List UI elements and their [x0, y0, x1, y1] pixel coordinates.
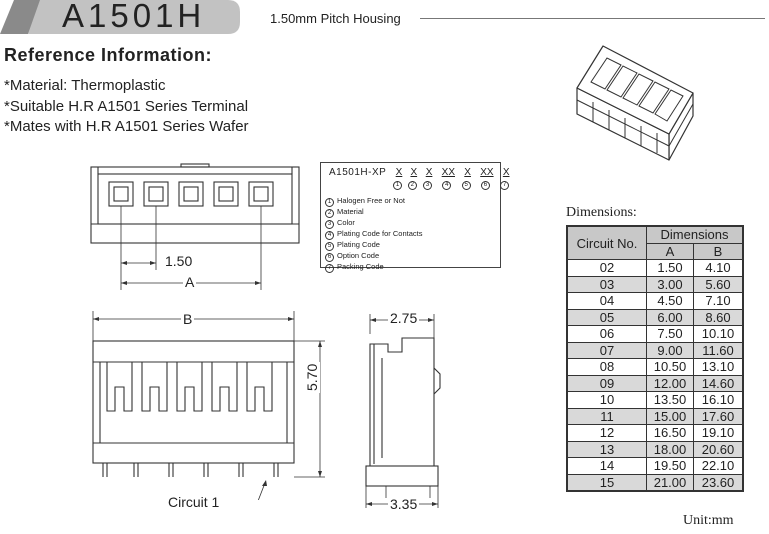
table-row	[567, 326, 743, 343]
table-cell-b: 19.10	[694, 425, 744, 442]
table-cell-circuit: 06	[567, 326, 647, 343]
ordering-code-slots	[393, 167, 513, 178]
legend-item	[325, 251, 422, 262]
code-slot: X	[464, 167, 471, 178]
dimensions-table	[566, 225, 744, 492]
table-cell-a: 19.50	[647, 458, 694, 475]
legend-item	[325, 229, 422, 240]
circuit-header: Circuit No.	[567, 226, 647, 260]
slot-number: 5	[462, 181, 471, 190]
ordering-code-slot-numbers	[393, 178, 513, 190]
part-number: A1501H	[62, 0, 206, 34]
table-row	[567, 260, 743, 277]
table-row	[567, 342, 743, 359]
front-view-drawing	[85, 305, 335, 500]
slot-number: 7	[500, 181, 509, 190]
depth-bottom-label: 3.35	[390, 496, 418, 512]
dimensions-table-body	[567, 260, 743, 492]
slot-number: 2	[408, 181, 417, 190]
table-cell-a: 15.00	[647, 408, 694, 425]
legend-text: Material	[337, 207, 364, 216]
table-row	[567, 458, 743, 475]
table-cell-circuit: 04	[567, 293, 647, 310]
reference-item: *Suitable H.R A1501 Series Terminal	[4, 97, 249, 115]
legend-text: Plating Code for Contacts	[337, 229, 423, 238]
table-row	[567, 309, 743, 326]
column-a-header: A	[647, 243, 694, 260]
table-cell-b: 7.10	[694, 293, 744, 310]
table-cell-circuit: 05	[567, 309, 647, 326]
table-row	[567, 408, 743, 425]
table-cell-b: 10.10	[694, 326, 744, 343]
table-cell-b: 16.10	[694, 392, 744, 409]
reference-item: *Material: Thermoplastic	[4, 77, 166, 94]
code-slot: X	[410, 167, 418, 178]
depth-top-label: 2.75	[390, 310, 418, 326]
code-slot: X	[502, 167, 510, 178]
table-cell-b: 11.60	[694, 342, 744, 359]
side-view-drawing	[360, 308, 455, 508]
height-dimension-label: 5.70	[304, 363, 320, 391]
legend-item	[325, 218, 422, 229]
legend-text: Plating Code	[337, 240, 380, 249]
legend-item	[325, 207, 422, 218]
table-cell-a: 13.50	[647, 392, 694, 409]
legend-item	[325, 196, 422, 207]
dimensions-group-header: Dimensions	[647, 226, 744, 243]
table-cell-a: 6.00	[647, 309, 694, 326]
table-cell-b: 8.60	[694, 309, 744, 326]
table-row	[567, 392, 743, 409]
legend-number: 2	[325, 209, 334, 218]
table-cell-a: 3.00	[647, 276, 694, 293]
reference-heading: Reference Information:	[4, 45, 213, 65]
legend-item	[325, 240, 422, 251]
unit-label: Unit:mm	[683, 513, 734, 528]
table-cell-a: 12.00	[647, 375, 694, 392]
legend-number: 6	[325, 253, 334, 262]
table-cell-a: 16.50	[647, 425, 694, 442]
table-cell-a: 10.50	[647, 359, 694, 376]
table-cell-b: 20.60	[694, 441, 744, 458]
page-subtitle: 1.50mm Pitch Housing	[270, 11, 401, 26]
table-cell-a: 4.50	[647, 293, 694, 310]
legend-number: 3	[325, 220, 334, 229]
ordering-code-prefix: A1501H-XP	[329, 167, 387, 178]
table-cell-a: 1.50	[647, 260, 694, 277]
table-cell-b: 13.10	[694, 359, 744, 376]
table-cell-circuit: 13	[567, 441, 647, 458]
dimensions-title: Dimensions:	[566, 205, 637, 220]
table-cell-b: 17.60	[694, 408, 744, 425]
housing-isometric-image	[575, 38, 715, 168]
table-row	[567, 474, 743, 491]
top-view-drawing	[88, 162, 308, 297]
legend-number: 7	[325, 264, 334, 273]
header-rule	[420, 18, 765, 19]
table-cell-circuit: 11	[567, 408, 647, 425]
legend-text: Halogen Free or Not	[337, 196, 405, 205]
dimension-a-label: A	[185, 274, 195, 290]
slot-number: 1	[393, 181, 402, 190]
table-row	[567, 441, 743, 458]
table-row	[567, 375, 743, 392]
table-cell-b: 5.60	[694, 276, 744, 293]
slot-number: 6	[481, 181, 490, 190]
ordering-code-legend	[325, 196, 422, 273]
slot-number: 3	[423, 181, 432, 190]
table-row	[567, 293, 743, 310]
ordering-code-box	[320, 162, 510, 271]
legend-text: Option Code	[337, 251, 380, 260]
column-b-header: B	[694, 243, 744, 260]
legend-number: 5	[325, 242, 334, 251]
reference-item: *Mates with H.R A1501 Series Wafer	[4, 118, 249, 135]
table-row	[567, 425, 743, 442]
dimension-b-label: B	[183, 311, 193, 327]
legend-number: 4	[325, 231, 334, 240]
table-cell-b: 4.10	[694, 260, 744, 277]
pitch-dimension-label: 1.50	[165, 253, 193, 269]
slot-number: 4	[442, 181, 451, 190]
legend-number: 1	[325, 198, 334, 207]
table-cell-circuit: 15	[567, 474, 647, 491]
table-cell-circuit: 03	[567, 276, 647, 293]
table-cell-circuit: 09	[567, 375, 647, 392]
circuit-one-label: Circuit 1	[168, 494, 220, 510]
legend-text: Packing Code	[337, 262, 384, 271]
table-cell-a: 9.00	[647, 342, 694, 359]
code-slot: XX	[480, 167, 494, 178]
table-cell-a: 7.50	[647, 326, 694, 343]
table-row	[567, 276, 743, 293]
table-cell-b: 23.60	[694, 474, 744, 491]
table-cell-circuit: 07	[567, 342, 647, 359]
table-cell-circuit: 08	[567, 359, 647, 376]
table-cell-a: 21.00	[647, 474, 694, 491]
table-cell-b: 22.10	[694, 458, 744, 475]
table-cell-b: 14.60	[694, 375, 744, 392]
table-cell-circuit: 02	[567, 260, 647, 277]
table-cell-circuit: 10	[567, 392, 647, 409]
code-slot: X	[395, 167, 403, 178]
legend-text: Color	[337, 218, 355, 227]
code-slot: XX	[441, 167, 456, 178]
reference-list	[4, 76, 249, 138]
table-cell-circuit: 12	[567, 425, 647, 442]
table-row	[567, 359, 743, 376]
legend-item	[325, 262, 422, 273]
table-cell-circuit: 14	[567, 458, 647, 475]
code-slot: X	[425, 167, 433, 178]
table-cell-a: 18.00	[647, 441, 694, 458]
